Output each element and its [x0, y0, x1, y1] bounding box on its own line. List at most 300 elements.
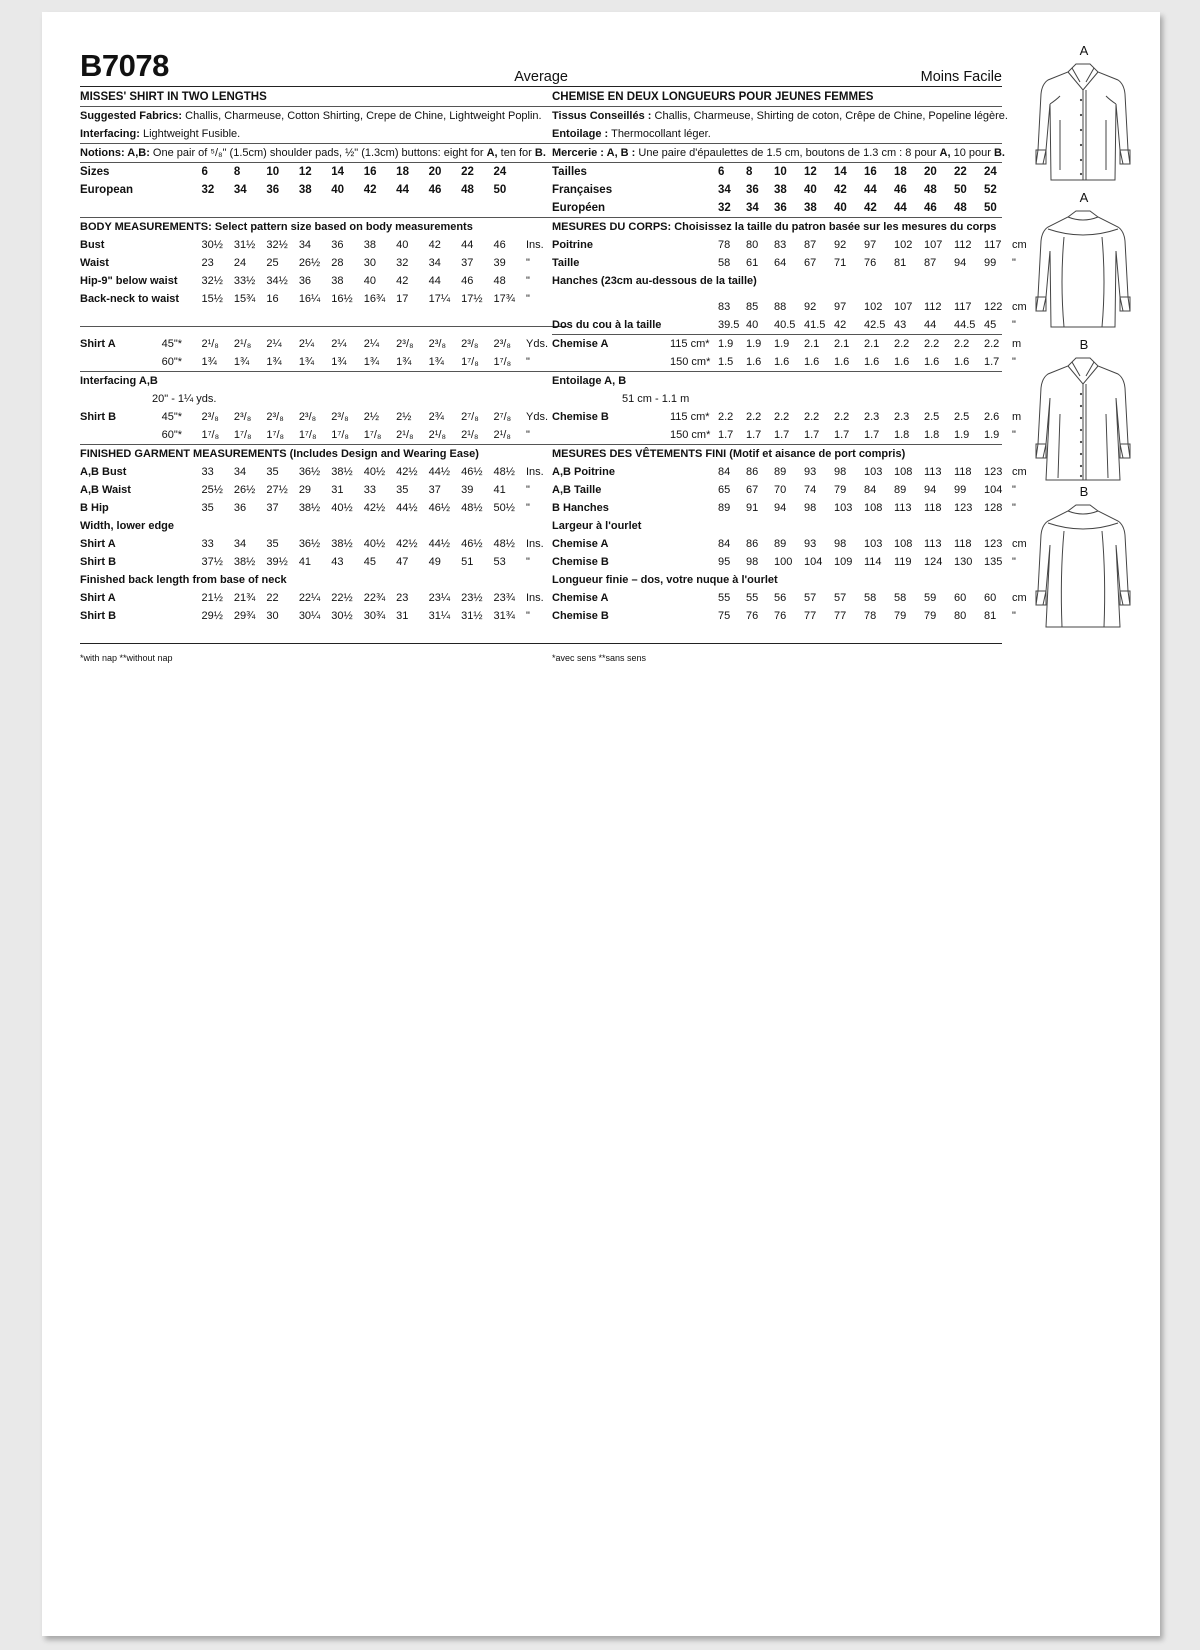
row-label: Chemise B: [552, 610, 609, 622]
size-value: 1.9: [984, 429, 1000, 441]
table-row: [80, 553, 568, 571]
notions-text: One pair of ⁵/₈" (1.5cm) shoulder pads, ½" (1.3cm) buttons: eight for: [152, 147, 484, 159]
difficulty-level: Average: [514, 69, 568, 85]
table-row: [80, 463, 568, 481]
row-label: Shirt B: [80, 556, 117, 568]
size-value: 40: [804, 184, 817, 196]
size-value: 31½: [461, 610, 483, 622]
size-value: 23¼: [428, 592, 451, 604]
table-row: [80, 499, 568, 517]
unit-label: ": [1012, 257, 1016, 269]
back-length-table: [80, 589, 568, 625]
size-value: 108: [894, 538, 913, 550]
size-value: 67: [746, 484, 759, 496]
row-label: Chemise B: [552, 411, 609, 423]
size-value: 44½: [428, 466, 451, 478]
body-measurements-heading-fr: MESURES DU CORPS: Choisissez la taille du patron basée sur les mesures du corps: [552, 221, 997, 233]
size-value: 16: [266, 293, 279, 305]
size-value: 61: [746, 257, 759, 269]
footnote: *with nap **without nap: [80, 653, 173, 663]
size-value: 1⁷/₈: [363, 429, 382, 441]
finished-measurements-section-fr: [552, 445, 1027, 644]
width-lower-edge-heading: Width, lower edge: [80, 520, 175, 532]
size-value: 46: [461, 275, 474, 287]
size-value: 1.7: [834, 429, 850, 441]
size-value: 27½: [266, 484, 288, 496]
fabrics-label: Suggested Fabrics:: [80, 110, 183, 122]
size-value: 95: [718, 556, 731, 568]
size-value: 79: [924, 610, 937, 622]
table-row: [552, 353, 1042, 371]
size-value: 78: [718, 239, 731, 251]
fabric-width: [162, 254, 202, 272]
size-value: 2.3: [864, 411, 880, 423]
table-row: [80, 272, 568, 290]
size-value: 1.9: [746, 338, 762, 350]
row-label: B Hanches: [552, 502, 609, 514]
interfacing-text-fr: Thermocollant léger.: [611, 128, 711, 140]
fabric-width: [670, 481, 718, 499]
size-value: 2.5: [954, 411, 970, 423]
fabric-width: [162, 163, 202, 181]
row-label: Bust: [80, 239, 105, 251]
size-value: 31: [331, 484, 344, 496]
body-measurements-table-fr: [552, 236, 1042, 272]
size-value: 44: [396, 184, 409, 196]
size-value: 123: [984, 538, 1003, 550]
row-label: Dos du cou à la taille: [552, 319, 662, 331]
fabric-width: [670, 254, 718, 272]
size-value: 33½: [233, 275, 256, 287]
unit-label: cm: [1012, 592, 1027, 604]
row-label: [552, 426, 670, 444]
size-value: 88: [774, 301, 787, 313]
size-value: 38½: [331, 466, 353, 478]
table-row: [552, 316, 1042, 334]
size-value: 58: [718, 257, 731, 269]
size-value: 30: [363, 257, 376, 269]
row-label: [552, 353, 670, 371]
size-value: 114: [864, 556, 882, 568]
size-value: 36½: [298, 538, 321, 550]
size-value: 94: [954, 257, 967, 269]
size-value: 38½: [331, 538, 353, 550]
size-value: 2¾: [428, 411, 444, 423]
table-row: [552, 535, 1042, 553]
size-value: 40: [396, 239, 409, 251]
size-value: 42½: [363, 502, 386, 514]
size-value: 117: [984, 239, 1002, 251]
table-row: [80, 163, 568, 181]
size-value: 109: [834, 556, 853, 568]
size-value: 60: [954, 592, 967, 604]
size-value: 81: [984, 610, 997, 622]
fabric-width: [670, 181, 718, 199]
size-value: 38: [804, 202, 817, 214]
interfacing-yardage-heading-fr: Entoilage A, B: [552, 375, 627, 387]
size-value: 6: [718, 166, 725, 178]
table-row: [552, 408, 1042, 426]
size-value: 1.6: [924, 356, 940, 368]
size-value: 34: [746, 202, 759, 214]
shirt-b-yardage-table: [80, 408, 568, 444]
size-value: 2.1: [834, 338, 850, 350]
size-value: 34: [233, 184, 247, 196]
size-value: 38: [363, 239, 376, 251]
unit-label: Ins.: [525, 239, 544, 251]
size-value: 36½: [298, 466, 321, 478]
size-value: 65: [718, 484, 731, 496]
size-value: 40½: [331, 502, 353, 514]
size-value: 44½: [428, 538, 451, 550]
size-value: 1⁷/₈: [201, 429, 220, 441]
size-value: 40: [331, 184, 345, 196]
row-label: Chemise A: [552, 592, 609, 604]
size-value: 22: [266, 592, 279, 604]
illustration-b-back: [1020, 485, 1146, 632]
size-value: 2³/₈: [428, 338, 447, 350]
size-value: 50: [984, 202, 997, 214]
body-measurements-section-fr: [552, 218, 1027, 335]
finished-measurements-table: [80, 463, 568, 517]
unit-label: cm: [1012, 466, 1027, 478]
size-value: 1⁷/₈: [298, 429, 317, 441]
size-value: 29¾: [233, 610, 256, 622]
row-label: Shirt A: [80, 538, 116, 550]
english-column: [80, 50, 568, 664]
size-value: 1¾: [298, 356, 315, 368]
size-value: 58: [894, 592, 907, 604]
row-label: Tailles: [552, 166, 587, 178]
size-value: 98: [804, 502, 817, 514]
interfacing-label-fr: Entoilage :: [552, 128, 609, 140]
table-row: [552, 553, 1042, 571]
size-value: 50½: [493, 502, 515, 514]
size-value: 2.2: [894, 338, 910, 350]
size-value: 39½: [266, 556, 288, 568]
size-value: 64: [774, 257, 787, 269]
size-value: 24: [984, 166, 997, 178]
interfacing-yardage-heading: Interfacing A,B: [80, 375, 158, 387]
table-row: [552, 499, 1042, 517]
size-value: 35: [396, 484, 409, 496]
size-value: 79: [834, 484, 847, 496]
row-label: Chemise B: [552, 556, 609, 568]
size-value: 50: [493, 184, 507, 196]
unit-label: ": [1012, 429, 1016, 441]
size-value: 86: [746, 538, 759, 550]
size-value: 2³/₈: [493, 338, 511, 350]
table-row: [80, 353, 568, 371]
row-label: Back-neck to waist: [80, 293, 180, 305]
size-value: 1.7: [864, 429, 880, 441]
size-value: 1¾: [331, 356, 347, 368]
size-value: 1.7: [774, 429, 790, 441]
size-value: 16: [363, 166, 377, 178]
size-value: 18: [396, 166, 409, 178]
size-value: 1⁷/₈: [461, 356, 479, 368]
size-value: 103: [864, 466, 883, 478]
pattern-number: B7078: [80, 48, 169, 83]
unit-label: Ins.: [525, 466, 544, 478]
shirt-a-front-icon: [1020, 60, 1146, 188]
size-value: 22½: [331, 592, 353, 604]
size-value: 1.9: [774, 338, 790, 350]
unit-label: ": [525, 257, 530, 269]
notions-section: [80, 144, 568, 163]
size-value: 124: [924, 556, 943, 568]
size-value: 34: [233, 466, 247, 478]
size-value: 23: [201, 257, 214, 269]
size-value: 2³/₈: [201, 411, 219, 423]
size-value: 42½: [396, 466, 418, 478]
size-value: 12: [298, 166, 312, 178]
size-value: 60: [984, 592, 997, 604]
size-value: 22¼: [298, 592, 321, 604]
size-value: 52: [984, 184, 997, 196]
row-label: Françaises: [552, 184, 613, 196]
size-value: 45: [984, 319, 997, 331]
size-value: 41: [493, 484, 506, 496]
unit-label: Yds.: [525, 338, 548, 350]
fabric-width: [162, 481, 202, 499]
fabrics-text-fr: Challis, Charmeuse, Shirting de coton, Crêpe de Chine, Popeline légère.: [654, 110, 1008, 122]
body-measurements-section: [80, 218, 568, 327]
hips-back-table-fr: [552, 298, 1042, 334]
size-value: 85: [746, 301, 759, 313]
size-value: 1.9: [954, 429, 970, 441]
size-value: 33: [363, 484, 376, 496]
size-value: 1.6: [894, 356, 910, 368]
size-value: 2¹/₈: [461, 429, 479, 441]
size-value: 46: [428, 184, 442, 196]
pattern-sheet: [42, 12, 1160, 1636]
fabric-width: [670, 298, 718, 316]
table-row: [80, 481, 568, 499]
size-value: 2.5: [924, 411, 940, 423]
table-row: [80, 254, 568, 272]
table-row: [552, 199, 1042, 217]
size-value: 2¹/₈: [201, 338, 219, 350]
size-value: 55: [718, 592, 731, 604]
size-value: 23½: [461, 592, 483, 604]
size-value: 42: [834, 184, 847, 196]
size-value: 84: [718, 466, 731, 478]
size-value: 14: [834, 166, 847, 178]
finished-measurements-heading-fr: MESURES DES VÊTEMENTS FINI (Motif et aisance de port compris): [552, 448, 906, 460]
interfacing-yardage-amount-fr: 51 cm - 1.1 m: [622, 393, 690, 405]
notions-view-b-fr: B.: [993, 147, 1005, 159]
size-value: 10: [774, 166, 787, 178]
size-value: 31¾: [493, 610, 515, 622]
table-row: [80, 535, 568, 553]
size-value: 42: [363, 184, 377, 196]
size-value: 44: [461, 239, 474, 251]
size-value: 30: [266, 610, 279, 622]
size-value: 33: [201, 466, 214, 478]
size-value: 1.6: [864, 356, 880, 368]
size-value: 30¼: [298, 610, 321, 622]
size-value: 48: [461, 184, 474, 196]
size-value: 93: [804, 538, 817, 550]
size-value: 1.6: [774, 356, 790, 368]
size-value: 57: [834, 592, 847, 604]
fabric-width: 115 cm*: [670, 411, 710, 423]
row-label: Chemise A: [552, 538, 609, 550]
size-value: 2¼: [363, 338, 380, 350]
sizes-table-fr: [552, 163, 1042, 217]
size-value: 76: [746, 610, 759, 622]
size-value: 16¼: [298, 293, 321, 305]
interfacing-text: Lightweight Fusible.: [142, 128, 241, 140]
size-value: 44½: [396, 502, 418, 514]
unit-label: ": [525, 356, 530, 368]
size-value: 2¹/₈: [233, 338, 252, 350]
size-value: 80: [746, 239, 759, 251]
size-value: 24: [233, 257, 247, 269]
row-label: A,B Bust: [80, 466, 127, 478]
size-value: 16½: [331, 293, 353, 305]
size-value: 108: [894, 466, 913, 478]
garment-illustrations: [1020, 44, 1146, 632]
table-row: [552, 607, 1042, 625]
fabrics-text: Challis, Charmeuse, Cotton Shirting, Crepe de Chine, Lightweight Poplin.: [185, 110, 542, 122]
table-row: [80, 181, 568, 199]
unit-label: Ins.: [525, 538, 544, 550]
unit-label: ": [1012, 319, 1016, 331]
size-value: 30½: [331, 610, 353, 622]
size-value: 48½: [493, 538, 515, 550]
fabrics-label-fr: Tissus Conseillés :: [552, 110, 652, 122]
size-value: 2.1: [864, 338, 880, 350]
size-value: 40: [834, 202, 847, 214]
size-value: 130: [954, 556, 973, 568]
size-value: 2½: [396, 411, 412, 423]
size-value: 46½: [461, 538, 483, 550]
unit-label: ": [525, 275, 530, 287]
size-value: 118: [924, 502, 942, 514]
size-value: 2¹/₈: [493, 429, 511, 441]
size-value: 102: [894, 239, 913, 251]
size-value: 46: [493, 239, 506, 251]
fabric-width: 150 cm*: [670, 429, 711, 441]
size-value: 112: [924, 301, 942, 313]
fabrics-section-fr: [552, 107, 1008, 144]
size-value: 18: [894, 166, 907, 178]
size-value: 48½: [461, 502, 483, 514]
size-value: 74: [804, 484, 817, 496]
size-value: 32½: [201, 275, 223, 287]
shirt-b-back-icon: [1020, 501, 1146, 629]
size-value: 1.5: [718, 356, 734, 368]
size-value: 92: [834, 239, 847, 251]
size-value: 36: [746, 184, 759, 196]
unit-label: cm: [1012, 239, 1027, 251]
size-value: 76: [864, 257, 877, 269]
size-value: 44.5: [954, 319, 976, 331]
size-value: 76: [774, 610, 787, 622]
row-label: Waist: [80, 257, 109, 269]
size-value: 6: [201, 166, 208, 178]
size-value: 15¾: [233, 293, 256, 305]
size-value: 2³/₈: [396, 338, 414, 350]
size-value: 113: [894, 502, 912, 514]
size-value: 87: [804, 239, 817, 251]
illustration-b-front: [1020, 338, 1146, 485]
row-label: [80, 353, 162, 371]
table-row: [80, 236, 568, 254]
fabric-width: [670, 316, 718, 334]
size-value: 31½: [233, 239, 256, 251]
size-value: 2.2: [774, 411, 790, 423]
size-value: 30¾: [363, 610, 386, 622]
size-value: 20: [924, 166, 937, 178]
size-value: 1⁷/₈: [331, 429, 349, 441]
size-value: 83: [774, 239, 787, 251]
size-value: 46½: [461, 466, 483, 478]
size-value: 36: [233, 502, 247, 514]
shirt-a-back-icon: [1020, 207, 1146, 335]
size-value: 45: [363, 556, 376, 568]
size-value: 44: [894, 202, 907, 214]
table-row: [552, 589, 1042, 607]
size-value: 34: [233, 538, 247, 550]
row-label: B Hip: [80, 502, 109, 514]
size-value: 48½: [493, 466, 515, 478]
row-label: [552, 298, 670, 316]
unit-label: m: [1012, 411, 1022, 423]
size-value: 135: [984, 556, 1003, 568]
fabric-width: 60"*: [161, 356, 183, 368]
size-value: 84: [718, 538, 731, 550]
size-value: 99: [954, 484, 967, 496]
table-row: [80, 290, 568, 308]
size-value: 47: [396, 556, 409, 568]
fabric-width: [670, 607, 718, 625]
notions-mid: ten for: [500, 147, 532, 159]
size-value: 89: [718, 502, 731, 514]
unit-label: ": [1012, 484, 1016, 496]
view-letter: A: [1079, 43, 1089, 58]
table-row: [552, 163, 1042, 181]
fabric-width: [162, 236, 202, 254]
fabric-width: [670, 535, 718, 553]
size-value: 46½: [428, 502, 451, 514]
table-row: [552, 236, 1042, 254]
size-value: 35: [266, 538, 279, 550]
size-value: 31: [396, 610, 409, 622]
fabric-width: 115 cm*: [670, 338, 710, 350]
size-value: 48: [924, 184, 937, 196]
size-value: 86: [746, 466, 759, 478]
size-value: 42: [428, 239, 441, 251]
french-column: [552, 50, 1027, 664]
size-value: 100: [774, 556, 793, 568]
fabric-width: [670, 463, 718, 481]
size-value: 23: [396, 592, 409, 604]
size-value: 98: [834, 538, 847, 550]
table-row: [552, 335, 1042, 353]
size-value: 1.7: [746, 429, 762, 441]
size-value: 103: [864, 538, 883, 550]
unit-label: ": [1012, 356, 1016, 368]
size-value: 43: [331, 556, 344, 568]
size-value: 49: [428, 556, 441, 568]
width-lower-edge-heading-fr: Largeur à l'ourlet: [552, 520, 642, 532]
footnote-fr: *avec sens **sans sens: [552, 653, 647, 663]
size-value: 1¾: [396, 356, 412, 368]
size-value: 37: [266, 502, 279, 514]
